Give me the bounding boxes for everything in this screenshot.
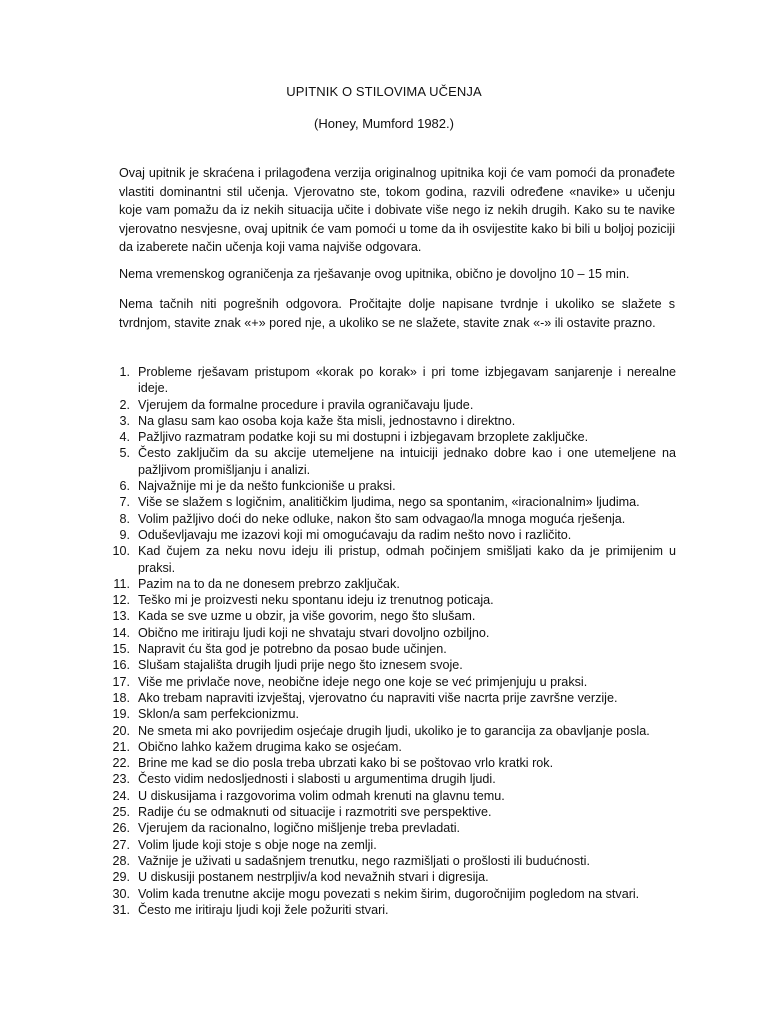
statement-number: 17. bbox=[112, 674, 130, 689]
statement-number: 14. bbox=[112, 625, 130, 640]
statement-number: 13. bbox=[112, 609, 130, 624]
statement-number: 6. bbox=[119, 479, 130, 494]
statement-item bbox=[106, 706, 676, 722]
statement-item bbox=[106, 853, 676, 869]
statement-item bbox=[106, 625, 676, 641]
statement-item bbox=[106, 641, 676, 657]
statement-item bbox=[106, 804, 676, 820]
statement-item bbox=[106, 755, 676, 771]
statement-number: 31. bbox=[112, 902, 130, 917]
statement-text: Slušam stajališta drugih ljudi prije nego što iznesem svoje. bbox=[138, 658, 463, 673]
statement-text: U diskusijama i razgovorima volim odmah krenuti na glavnu temu. bbox=[138, 788, 505, 803]
statement-number: 5. bbox=[119, 446, 130, 461]
statement-text: Ako trebam napraviti izvještaj, vjerovatno ću napraviti više nacrta prije završne verzije. bbox=[138, 690, 618, 705]
statement-number: 9. bbox=[119, 527, 130, 542]
statement-number: 11. bbox=[113, 576, 130, 591]
statement-item bbox=[106, 739, 676, 755]
statement-item bbox=[106, 788, 676, 804]
statement-text: Napravit ću šta god je potrebno da posao bude učinjen. bbox=[138, 642, 447, 657]
statement-item bbox=[106, 592, 676, 608]
statement-text: Pazim na to da ne donesem prebrzo zaključak. bbox=[138, 576, 400, 591]
statement-number: 21. bbox=[112, 739, 130, 754]
statement-item bbox=[106, 723, 676, 739]
statement-text: Ne smeta mi ako povrijedim osjećaje drugih ljudi, ukoliko je to garancija za obavljanje posla. bbox=[138, 723, 650, 738]
statement-item bbox=[106, 608, 676, 624]
statement-text: Volim kada trenutne akcije mogu povezati s nekim širim, dugoročnijim pogledom na stvari. bbox=[138, 886, 640, 901]
statement-item bbox=[106, 511, 676, 527]
statement-text: Volim pažljivo doći do neke odluke, nakon što sam odvagao/la mnoga moguća rješenja. bbox=[138, 511, 626, 526]
statement-number: 1. bbox=[119, 365, 130, 379]
statement-number: 10. bbox=[112, 544, 130, 559]
statement-item bbox=[106, 478, 676, 494]
statement-text: Često me iritiraju ljudi koji žele požuriti stvari. bbox=[138, 902, 389, 917]
statement-text: Pažljivo razmatram podatke koji su mi dostupni i izbjegavam brzoplete zaključke. bbox=[138, 430, 589, 445]
statement-number: 2. bbox=[119, 397, 130, 412]
statement-item bbox=[106, 494, 676, 510]
statement-item bbox=[106, 902, 676, 918]
statement-number: 19. bbox=[112, 707, 130, 722]
statement-item bbox=[106, 690, 676, 706]
statement-text: Obično lahko kažem drugima kako se osjećam. bbox=[138, 739, 402, 754]
statement-text: Vjerujem da formalne procedure i pravila ograničavaju ljude. bbox=[138, 397, 474, 412]
statement-item bbox=[106, 820, 676, 836]
intro-paragraph-3: Nema tačnih niti pogrešnih odgovora. Pročitajte dolje napisane tvrdnje i ukoliko se slažete s tvrdnjom, stavite znak «+» pored nje, a ukoliko se ne slažete, stavite znak «-» ili ostavite prazno. bbox=[119, 297, 675, 330]
statement-item bbox=[106, 527, 676, 543]
statement-text: Na glasu sam kao osoba koja kaže šta misli, jednostavno i direktno. bbox=[138, 413, 516, 428]
statement-number: 29. bbox=[112, 870, 130, 885]
statement-item bbox=[106, 397, 676, 413]
statement-number: 7. bbox=[119, 495, 130, 510]
statement-number: 15. bbox=[112, 642, 130, 657]
statement-number: 22. bbox=[112, 756, 130, 771]
statement-text: Brine me kad se dio posla treba ubrzati kako bi se poštovao vrlo kratki rok. bbox=[138, 756, 554, 771]
statement-text: Kad čujem za neku novu ideju ili pristup, odmah počinjem smišljati kako da je primijenim u praksi. bbox=[138, 544, 676, 575]
statement-list bbox=[106, 364, 676, 918]
statement-text: Često vidim nedosljednosti i slabosti u argumentima drugih ljudi. bbox=[138, 772, 496, 787]
statement-item bbox=[106, 869, 676, 885]
statement-item bbox=[106, 413, 676, 429]
statement-item bbox=[106, 771, 676, 787]
statement-item bbox=[106, 429, 676, 445]
statement-number: 24. bbox=[112, 788, 130, 803]
statement-text: Oduševljavaju me izazovi koji mi omogućavaju da radim nešto novo i različito. bbox=[138, 527, 572, 542]
statement-number: 27. bbox=[112, 837, 130, 852]
document-subtitle: (Honey, Mumford 1982.) bbox=[314, 116, 454, 131]
statement-item bbox=[106, 576, 676, 592]
statement-text: Više me privlače nove, neobične ideje nego one koje se već primjenjuju u praksi. bbox=[138, 674, 588, 689]
statement-number: 25. bbox=[112, 805, 130, 820]
statement-text: Obično me iritiraju ljudi koji ne shvataju stvari dovoljno ozbiljno. bbox=[138, 625, 490, 640]
statement-text: Više se slažem s logičnim, analitičkim ljudima, nego sa spontanim, «iracionalnim» ljudima. bbox=[138, 495, 640, 510]
statement-number: 12. bbox=[112, 593, 130, 608]
statement-item bbox=[106, 674, 676, 690]
statement-number: 8. bbox=[119, 511, 130, 526]
statement-item bbox=[106, 837, 676, 853]
statement-item bbox=[106, 886, 676, 902]
statement-text: Probleme rješavam pristupom «korak po korak» i pri tome izbjegavam sanjarenje i nerealne ideje. bbox=[138, 365, 676, 396]
statement-text: Volim ljude koji stoje s obje noge na zemlji. bbox=[138, 837, 377, 852]
statement-item bbox=[106, 543, 676, 576]
statement-text: Najvažnije mi je da nešto funkcioniše u praksi. bbox=[138, 479, 396, 494]
statement-number: 4. bbox=[119, 430, 130, 445]
statement-number: 30. bbox=[112, 886, 130, 901]
statement-text: Teško mi je proizvesti neku spontanu ideju iz trenutnog poticaja. bbox=[138, 593, 494, 608]
document-title: UPITNIK O STILOVIMA UČENJA bbox=[286, 84, 482, 99]
statement-number: 16. bbox=[112, 658, 130, 673]
statement-text: Često zaključim da su akcije utemeljene na intuiciji jednako dobre kao i one utemeljene na pažljivom promišljanju i analizi. bbox=[138, 446, 676, 477]
statement-item bbox=[106, 445, 676, 478]
statement-number: 18. bbox=[112, 690, 130, 705]
statement-text: Važnije je uživati u sadašnjem trenutku, nego razmišljati o prošlosti ili budućnosti. bbox=[138, 853, 590, 868]
statement-text: Radije ću se odmaknuti od situacije i razmotriti sve perspektive. bbox=[138, 805, 492, 820]
statement-text: Kada se sve uzme u obzir, ja više govorim, nego što slušam. bbox=[138, 609, 476, 624]
intro-paragraph-1: Ovaj upitnik je skraćena i prilagođena verzija originalnog upitnika koji će vam pomoći da pronađete vlastiti dominantni stil učenja. Vjerovatno ste, tokom godina, razvili određene «navike» u učenju koje vam pomažu da iz nekih situacija učite i dobivate više nego iz nekih drugih. Kako su te navike vjerovatno nesvjesne, ovaj upitnik će vam pomoći u tome da ih osvijestite kako bi bili u boljoj poziciji da izaberete način učenja koji vama najviše odgovara. bbox=[119, 166, 675, 254]
statement-text: U diskusiji postanem nestrpljiv/a kod nevažnih stvari i digresija. bbox=[138, 870, 489, 885]
statement-number: 26. bbox=[112, 821, 130, 836]
statement-number: 28. bbox=[112, 853, 130, 868]
statement-number: 23. bbox=[112, 772, 130, 787]
statement-text: Vjerujem da racionalno, logično mišljenje treba prevladati. bbox=[138, 821, 461, 836]
intro-paragraph-2: Nema vremenskog ograničenja za rješavanje ovog upitnika, obično je dovoljno 10 – 15 min. bbox=[119, 267, 630, 281]
statement-item bbox=[106, 657, 676, 673]
statement-number: 3. bbox=[119, 413, 130, 428]
statement-text: Sklon/a sam perfekcionizmu. bbox=[138, 707, 299, 722]
statement-item bbox=[106, 364, 676, 397]
statement-number: 20. bbox=[112, 723, 130, 738]
